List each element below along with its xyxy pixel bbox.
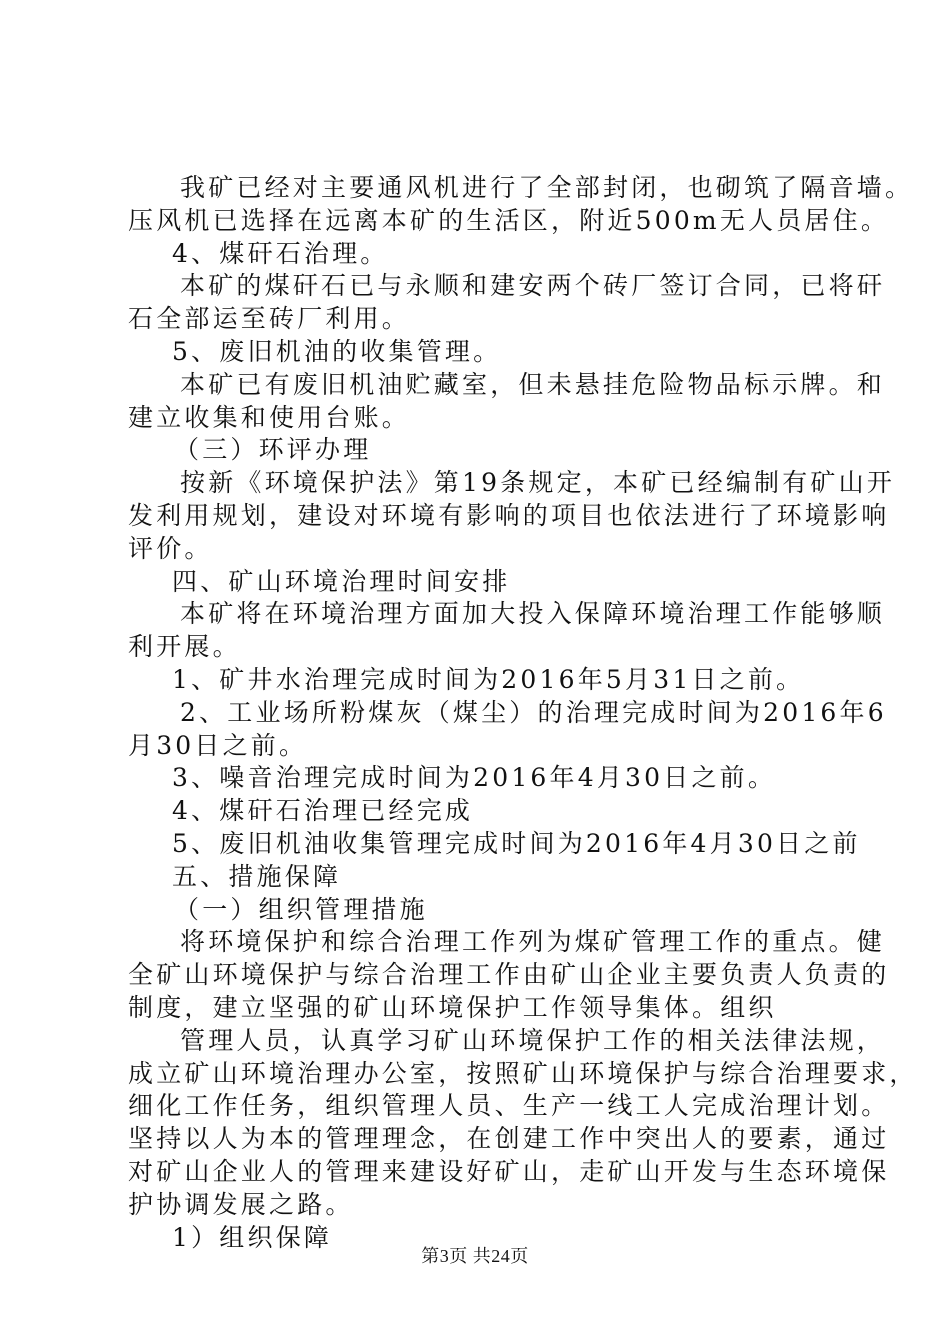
paragraph-line: 压风机已选择在远离本矿的生活区，附近500m无人员居住。 [128,205,890,235]
paragraph-line: 本矿已有废旧机油贮藏室，但未悬挂危险物品标示牌。和 [180,369,886,399]
paragraph-line: 发利用规划，建设对环境有影响的项目也依法进行了环境影响 [128,500,890,530]
paragraph-line: 坚持以人为本的管理理念，在创建工作中突出人的要素，通过 [128,1124,890,1154]
section-heading: （三）环评办理 [174,435,372,465]
paragraph-line: 本矿将在环境治理方面加大投入保障环境治理工作能够顺 [180,599,886,629]
paragraph-line: 成立矿山环境治理办公室，按照矿山环境保护与综合治理要求， [128,1058,918,1088]
paragraph-line: 评价。 [128,533,213,563]
section-heading: （一）组织管理措施 [174,894,428,924]
section-heading: 五、措施保障 [172,861,342,891]
paragraph-line: 月30日之前。 [128,730,308,760]
paragraph-line: 管理人员，认真学习矿山环境保护工作的相关法律法规， [180,1025,886,1055]
paragraph-line: 3、噪音治理完成时间为2016年4月30日之前。 [172,763,777,793]
paragraph-line: 本矿的煤矸石已与永顺和建安两个砖厂签订合同，已将矸 [180,271,886,301]
page-footer: 第3页 共24页 [421,1246,529,1266]
paragraph-line: 按新《环境保护法》第19条规定，本矿已经编制有矿山开 [180,468,896,498]
paragraph-line: 4、煤矸石治理已经完成 [172,796,474,826]
paragraph-line: 1、矿井水治理完成时间为2016年5月31日之前。 [172,664,805,694]
section-heading: 四、矿山环境治理时间安排 [172,566,511,596]
paragraph-line: 5、废旧机油的收集管理。 [172,336,502,366]
paragraph-line: 护协调发展之路。 [128,1189,354,1219]
paragraph-line: 细化工作任务，组织管理人员、生产一线工人完成治理计划。 [128,1091,890,1121]
paragraph-line: 对矿山企业人的管理来建设好矿山，走矿山开发与生态环境保 [128,1156,890,1186]
paragraph-line: 我矿已经对主要通风机进行了全部封闭，也砌筑了隔音墙。 [180,173,914,202]
paragraph-line: 石全部运至砖厂利用。 [128,304,411,334]
paragraph-line: 制度，建立坚强的矿山环境保护工作领导集体。组织 [128,992,777,1022]
paragraph-line: 建立收集和使用台账。 [128,402,411,432]
paragraph-line: 4、煤矸石治理。 [172,238,389,268]
paragraph-line: 2、工业场所粉煤灰（煤尘）的治理完成时间为2016年6 [180,697,887,727]
document-body [128,172,918,1254]
section-heading: 1）组织保障 [172,1222,333,1252]
paragraph-line: 利开展。 [128,632,241,662]
paragraph-line: 5、废旧机油收集管理完成时间为2016年4月30日之前 [172,828,861,858]
paragraph-line: 全矿山环境保护与综合治理工作由矿山企业主要负责人负责的 [128,960,890,990]
paragraph-line: 将环境保护和综合治理工作列为煤矿管理工作的重点。健 [180,927,886,957]
